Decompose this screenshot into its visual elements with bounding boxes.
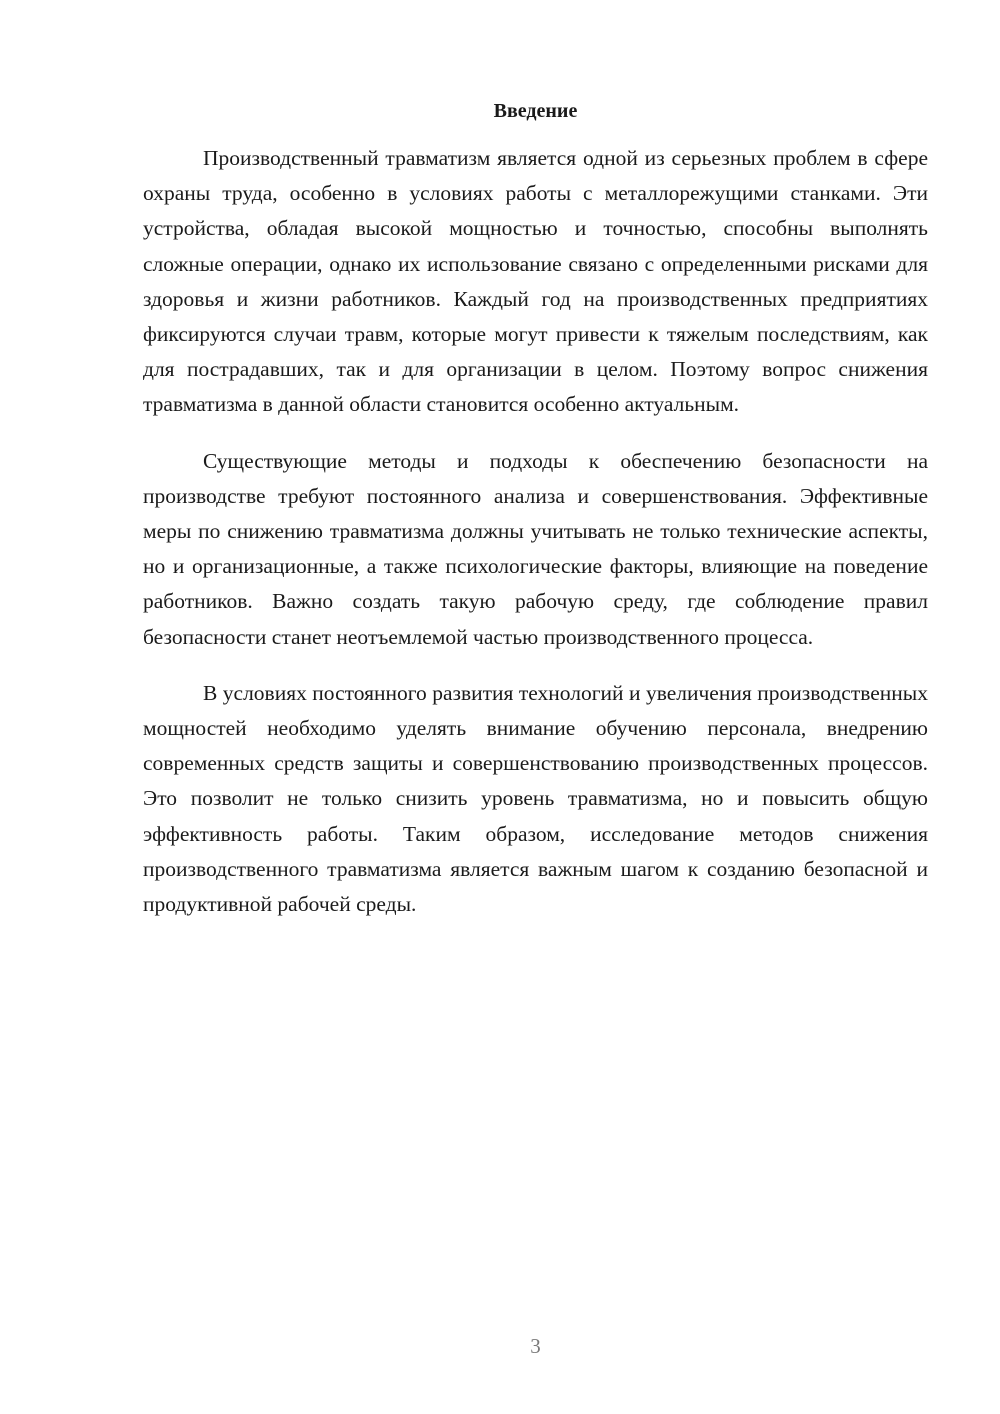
body-text bbox=[143, 141, 928, 922]
paragraph-2: Существующие методы и подходы к обеспечению безопасности на производстве требуют постоянного анализа и совершенствования. Эффективные меры по снижению травматизма должны учитывать не только технические аспекты, но и организационные, а также психологические факторы, влияющие на поведение работников. Важно создать такую рабочую среду, где соблюдение правил безопасности станет неотъемлемой частью производственного процесса. bbox=[143, 448, 928, 649]
paragraph-1: Производственный травматизм является одной из серьезных проблем в сфере охраны труда, особенно в условиях работы с металлорежущими станками. Эти устройства, обладая высокой мощностью и точностью, способны выполнять сложные операции, однако их использование связано с определенными рисками для здоровья и жизни работников. Каждый год на производственных предприятиях фиксируются случаи травм, которые могут привести к тяжелым последствиям, как для пострадавших, так и для организации в целом. Поэтому вопрос снижения травматизма в данной области становится особенно актуальным. bbox=[143, 146, 928, 417]
paragraph-3: В условиях постоянного развития технологий и увеличения производственных мощностей необходимо уделять внимание обучению персонала, внедрению современных средств защиты и совершенствованию производственных процессов. Это позволит не только снизить уровень травматизма, но и повысить общую эффективность работы. Таким образом, исследование методов снижения производственного травматизма является важным шагом к созданию безопасной и продуктивной рабочей среды. bbox=[143, 680, 928, 917]
page-number: 3 bbox=[530, 1334, 541, 1358]
section-heading: Введение bbox=[493, 100, 578, 122]
